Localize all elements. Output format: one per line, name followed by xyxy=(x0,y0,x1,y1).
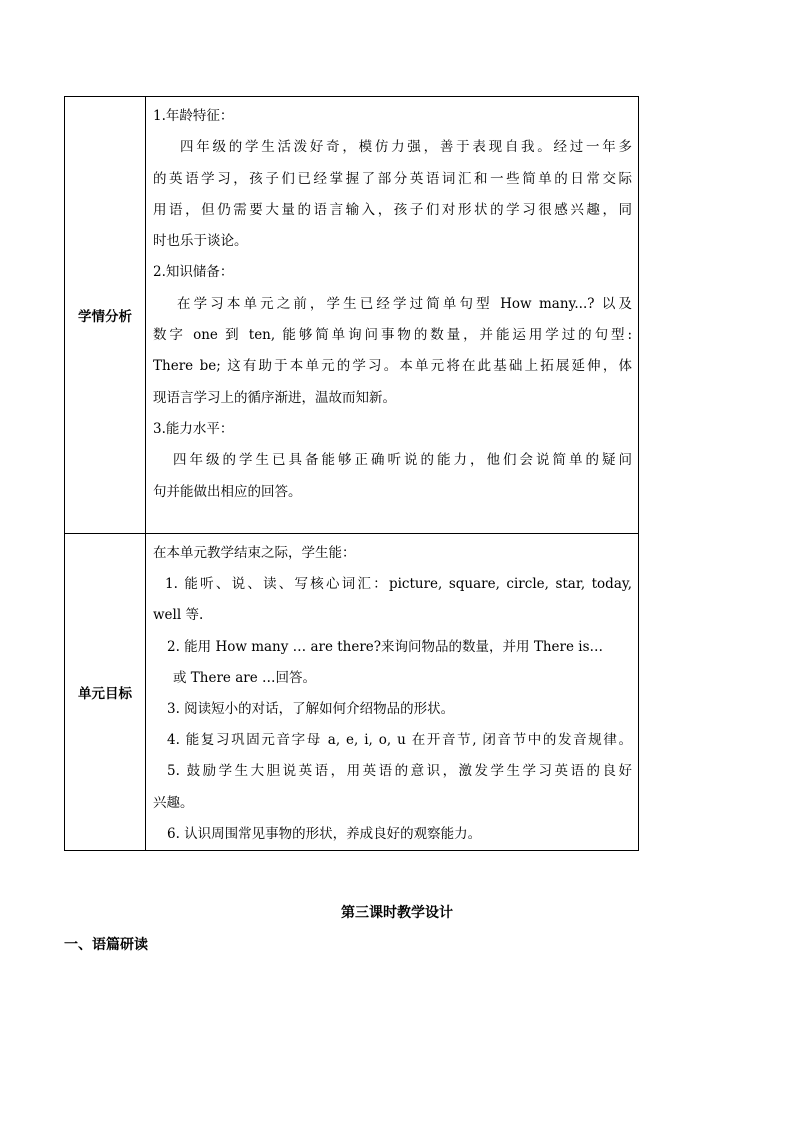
learner-analysis-row xyxy=(65,97,639,534)
unit-goals-content xyxy=(146,534,639,851)
section-heading: 一、语篇研读 xyxy=(64,937,148,953)
knowledge-text-line: 在学习本单元之前，学生已经学过简单句型 How many...? 以及 xyxy=(177,295,632,312)
unit-goals-row xyxy=(65,534,639,851)
learner-analysis-content xyxy=(146,97,639,534)
goal-item-2-cont: 或 There are …回答。 xyxy=(173,669,316,686)
goal-item-5-cont: 兴趣。 xyxy=(153,794,194,811)
knowledge-text-line: 现语言学习上的循序渐进，温故而知新。 xyxy=(153,389,396,406)
goal-item-5: 5. 鼓励学生大胆说英语，用英语的意识，激发学生学习英语的良好 xyxy=(167,763,632,780)
analysis-table xyxy=(64,96,639,851)
lesson-title: 第三课时教学设计 xyxy=(341,905,453,921)
ability-text-line: 四年级的学生已具备能够正确听说的能力，他们会说简单的疑问 xyxy=(173,452,632,469)
knowledge-text-line: There be; 这有助于本单元的学习。本单元将在此基础上拓展延伸，体 xyxy=(153,358,632,375)
knowledge-heading: 2.知识储备： xyxy=(153,264,234,281)
goal-item-6: 6. 认识周围常见事物的形状，养成良好的观察能力。 xyxy=(167,825,482,842)
goal-item-3: 3. 阅读短小的对话，了解如何介绍物品的形状。 xyxy=(167,701,455,718)
goals-intro: 在本单元教学结束之际，学生能： xyxy=(153,545,356,561)
learner-analysis-label: 学情分析 xyxy=(65,97,146,534)
goal-item-4: 4. 能复习巩固元音字母 a, e, i, o, u 在开音节, 闭音节中的发音规律。 xyxy=(167,732,632,749)
knowledge-text-line: 数字 one 到 ten, 能够简单询问事物的数量，并能运用学过的句型: xyxy=(153,327,632,344)
age-text-line: 四年级的学生活泼好奇，模仿力强，善于表现自我。经过一年多 xyxy=(180,139,632,156)
goal-item-1-cont: well 等. xyxy=(153,607,204,624)
ability-text-line: 句并能做出相应的回答。 xyxy=(153,483,302,500)
age-heading: 1.年龄特征： xyxy=(153,108,234,124)
age-text-line: 用语，但仍需要大量的语言输入，孩子们对形状的学习很感兴趣，同 xyxy=(153,201,632,218)
ability-heading: 3.能力水平： xyxy=(153,420,234,437)
age-text-line: 时也乐于谈论。 xyxy=(153,233,248,250)
goal-item-2: 2. 能用 How many … are there?来询问物品的数量，并用 There is… xyxy=(167,638,603,655)
unit-goals-label: 单元目标 xyxy=(65,534,146,851)
age-text-line: 的英语学习，孩子们已经掌握了部分英语词汇和一些简单的日常交际 xyxy=(153,170,632,187)
goal-item-1: 1. 能听、说、读、写核心词汇：picture, square, circle, star, today, xyxy=(165,576,632,593)
